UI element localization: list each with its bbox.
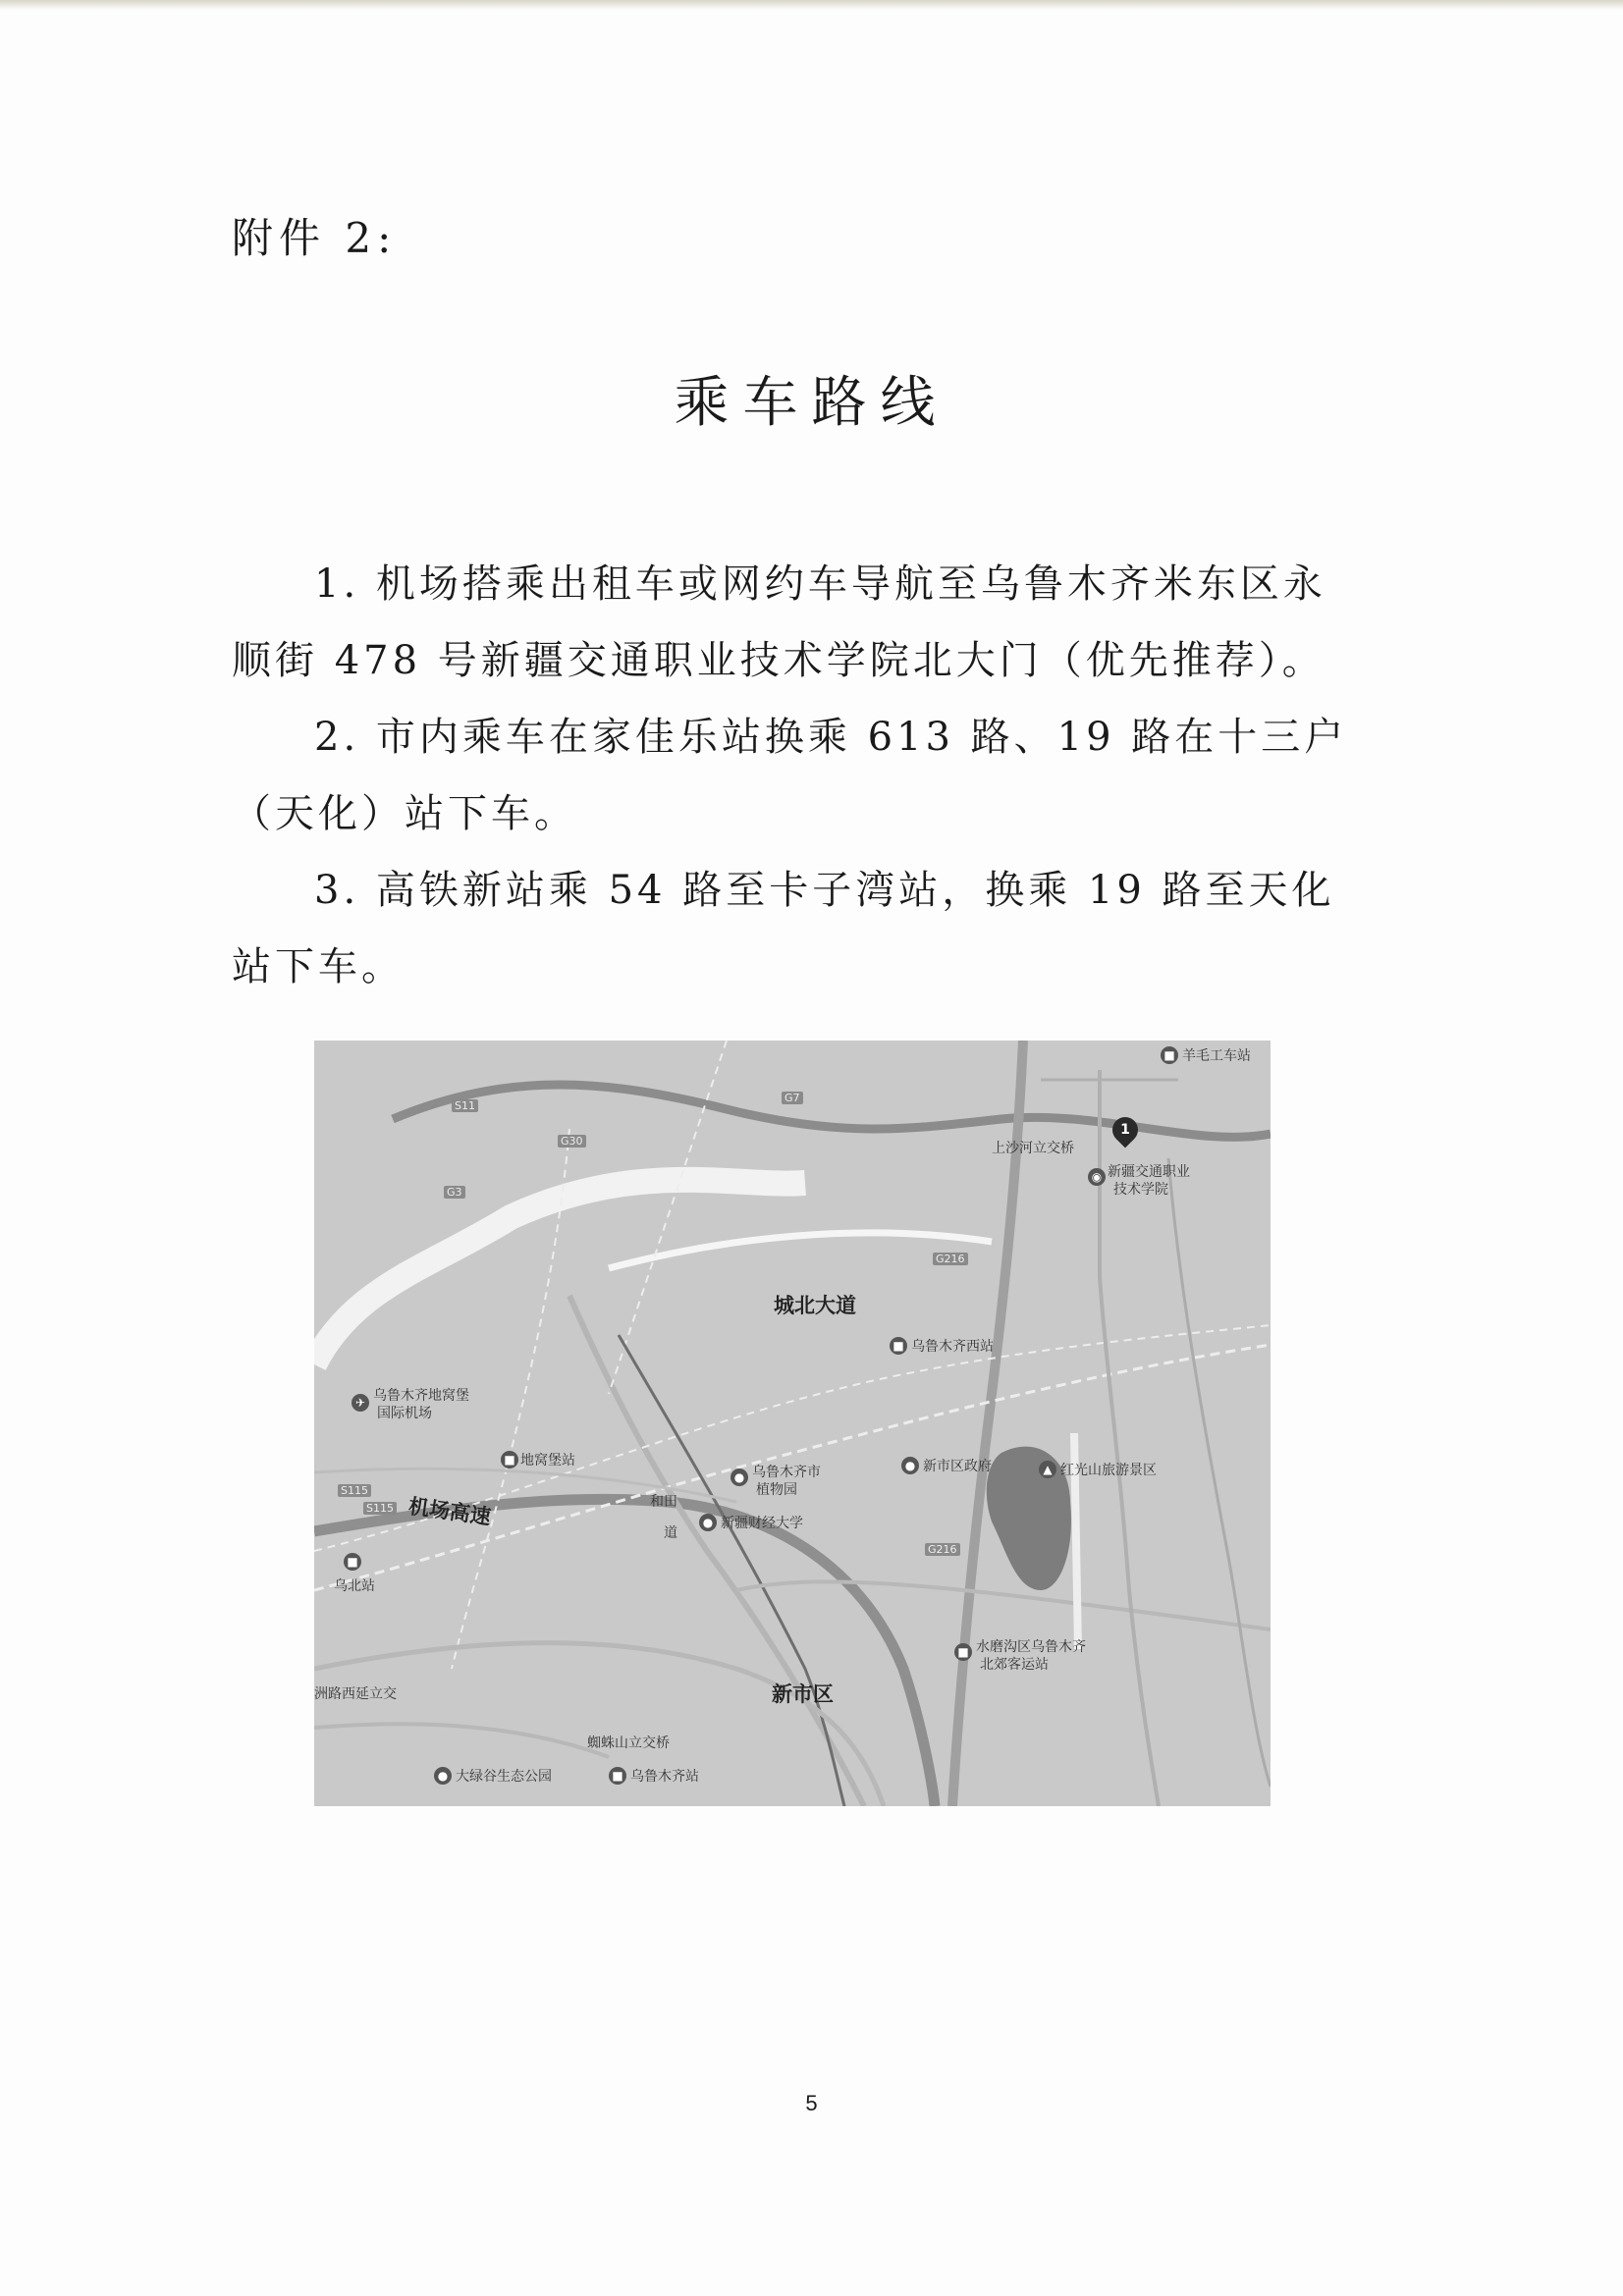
map-label-hetan: 和田 xyxy=(650,1494,677,1510)
map-label-urumqi-station: 乌鲁木齐站 xyxy=(630,1769,699,1785)
map-label-hongguangshan: 红光山旅游景区 xyxy=(1060,1463,1157,1478)
map-label-wubei: 乌北站 xyxy=(334,1578,375,1594)
bus-terminal-icon: ■ xyxy=(954,1643,972,1661)
map-label-airport-expressway: 机场高速 xyxy=(406,1494,493,1529)
map-label-shuimogou-2: 北郊客运站 xyxy=(980,1657,1049,1673)
map-label-botanical-1: 乌鲁木齐市 xyxy=(752,1465,821,1480)
page-title: 乘车路线 xyxy=(674,371,949,435)
park-icon-dalvgu: ● xyxy=(434,1767,452,1785)
government-icon: ● xyxy=(901,1457,919,1474)
park-icon: ● xyxy=(730,1468,748,1486)
map-label-zhouluxi: 洲路西延立交 xyxy=(314,1686,397,1702)
paragraph-1: 1. 机场搭乘出租车或网约车导航至乌鲁木齐米东区永顺街 478 号新疆交通职业技术学院北大门（优先推荐）。 xyxy=(232,561,1326,683)
road-tag-g216-south: G216 xyxy=(925,1543,960,1556)
map-label-zhizhushan: 蜘蛛山立交桥 xyxy=(587,1735,670,1751)
map-label-xinshi-gov: 新市区政府 xyxy=(923,1459,992,1474)
map-label-chengbei: 城北大道 xyxy=(774,1294,856,1317)
map-label-finance-univ: 新疆财经大学 xyxy=(721,1516,803,1531)
map-label-college-1: 新疆交通职业 xyxy=(1108,1164,1190,1180)
metro-station-icon: ■ xyxy=(501,1451,518,1468)
route-map xyxy=(314,1041,1271,1806)
map-label-shangshahe: 上沙河立交桥 xyxy=(992,1141,1074,1156)
map-label-dalvgu: 大绿谷生态公园 xyxy=(456,1769,552,1785)
road-tag-s115-b: S115 xyxy=(363,1502,397,1515)
road-tag-g30: G30 xyxy=(558,1135,586,1148)
map-label-botanical-2: 植物园 xyxy=(756,1482,797,1498)
map-label-diwopu: 地窝堡站 xyxy=(520,1453,575,1468)
map-label-yangmao: 羊毛工车站 xyxy=(1182,1048,1251,1064)
page-number: 5 xyxy=(805,2091,818,2115)
attachment-label: 附件 2: xyxy=(232,214,398,262)
map-label-hetan-2: 道 xyxy=(664,1525,677,1541)
airport-icon: ✈ xyxy=(352,1394,369,1412)
map-label-airport-2: 国际机场 xyxy=(377,1406,432,1421)
school-icon: ◉ xyxy=(1088,1168,1106,1186)
scan-edge xyxy=(0,0,1623,10)
road-tag-g216-north: G216 xyxy=(933,1253,968,1265)
map-label-college-2: 技术学院 xyxy=(1113,1182,1168,1198)
road-tag-s11: S11 xyxy=(452,1099,478,1112)
scenic-icon: ▲ xyxy=(1039,1461,1056,1478)
train-station-icon-urumqi: ■ xyxy=(609,1767,626,1785)
paragraph-3: 3. 高铁新站乘 54 路至卡子湾站，换乘 19 路至天化站下车。 xyxy=(232,868,1335,989)
bus-station-icon: ■ xyxy=(1161,1046,1178,1064)
map-label-shuimogou-1: 水磨沟区乌鲁木齐 xyxy=(976,1639,1086,1655)
metro-station-icon-wubei: ■ xyxy=(344,1553,361,1571)
road-tag-g3: G3 xyxy=(444,1186,465,1199)
destination-pin: 1 xyxy=(1108,1112,1144,1148)
map-label-airport-1: 乌鲁木齐地窝堡 xyxy=(373,1388,469,1404)
map-label-xinshiqu: 新市区 xyxy=(772,1682,834,1706)
road-tag-s115-a: S115 xyxy=(338,1484,371,1497)
paragraph-2: 2. 市内乘车在家佳乐站换乘 613 路、19 路在十三户（天化）站下车。 xyxy=(232,715,1348,836)
map-label-urumqi-west: 乌鲁木齐西站 xyxy=(911,1339,994,1355)
university-icon: ● xyxy=(699,1514,717,1531)
road-tag-g7: G7 xyxy=(782,1092,803,1104)
train-station-icon: ■ xyxy=(890,1337,907,1355)
